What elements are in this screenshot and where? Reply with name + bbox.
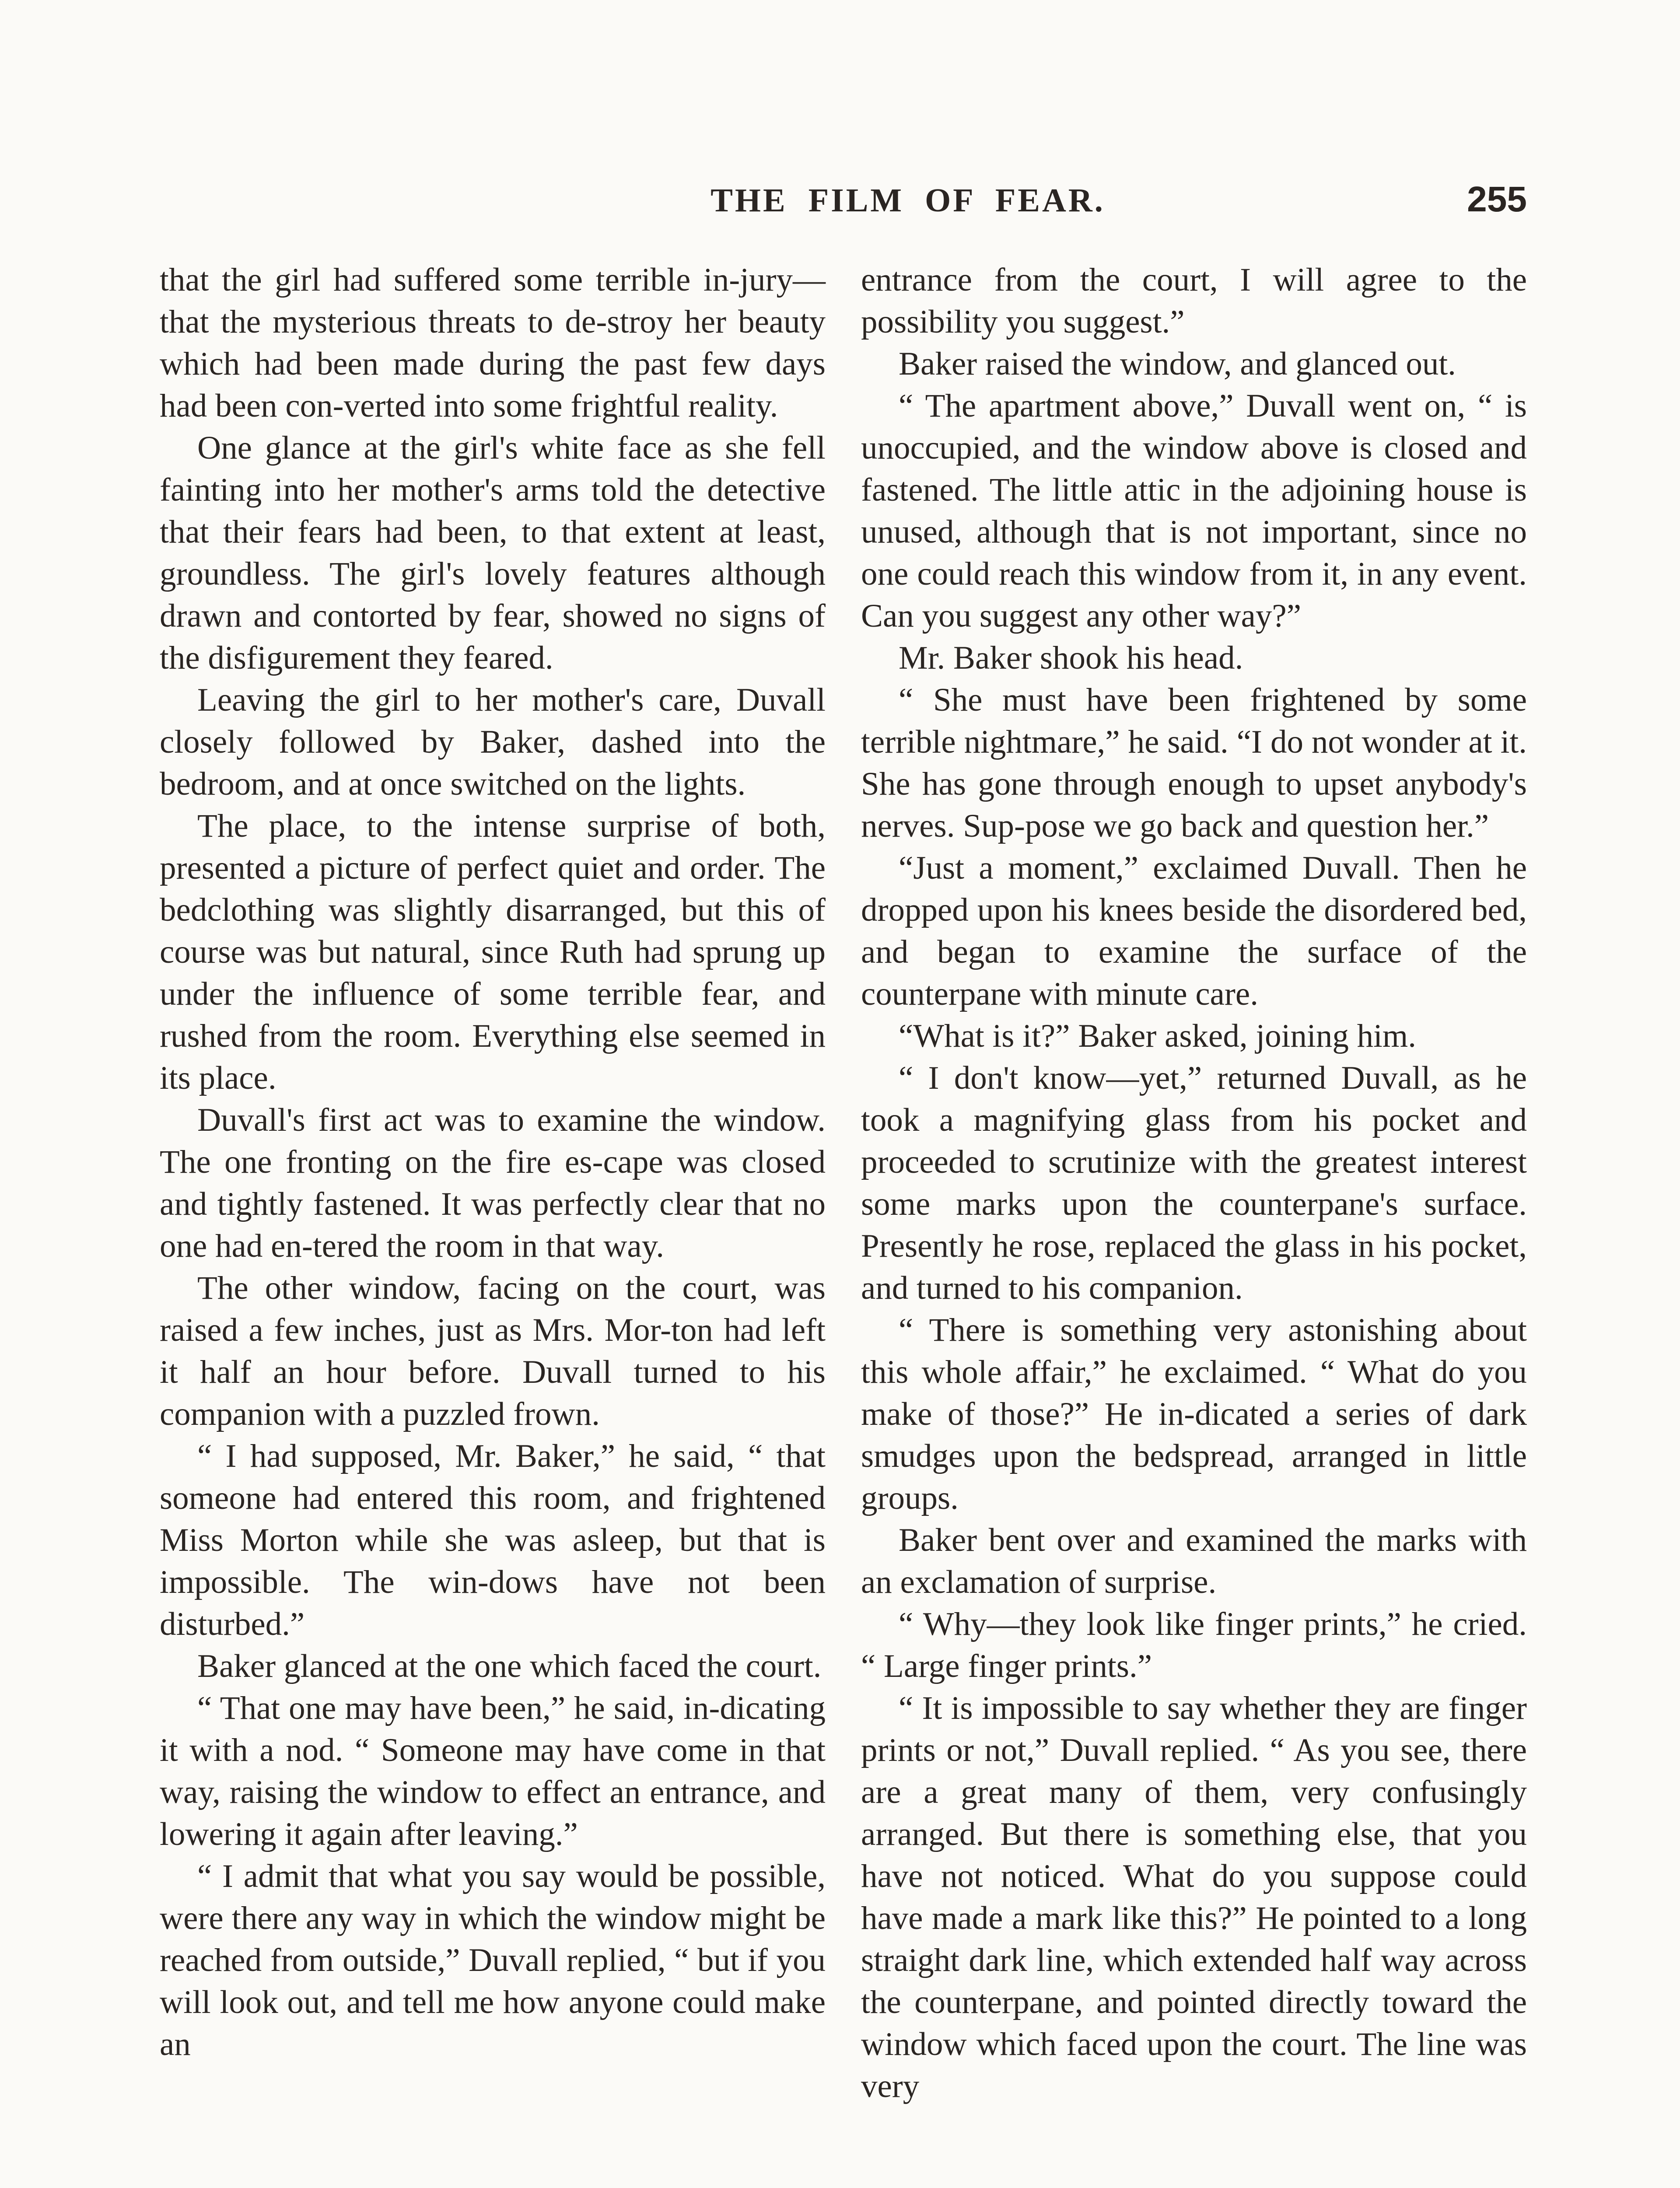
paragraph: Baker bent over and examined the marks with an exclamation of surprise. xyxy=(861,1522,1527,1600)
paragraph: “ That one may have been,” he said, in-dicating it with a nod. “ Someone may have come in that way, raising the window to effect an entrance, and lowering it again after leaving.” xyxy=(160,1690,826,1852)
text-column-left xyxy=(160,259,826,2065)
paragraph: “ I don't know—yet,” returned Duvall, as he took a magnifying glass from his pocket and proceeded to scrutinize with the greatest interest some marks upon the counterpane's surface. Presently he rose, replaced the glass in his pocket, and turned to his companion. xyxy=(861,1060,1527,1306)
paragraph: entrance from the court, I will agree to the possibility you suggest.” xyxy=(861,262,1527,340)
page-number: 255 xyxy=(1467,179,1527,219)
paragraph: The other window, facing on the court, was raised a few inches, just as Mrs. Mor-ton had left it half an hour before. Duvall turned to his companion with a puzzled frown. xyxy=(160,1270,826,1432)
running-title: THE FILM OF FEAR. xyxy=(710,182,1105,219)
paragraph: Baker glanced at the one which faced the court. xyxy=(197,1648,822,1684)
paragraph: One glance at the girl's white face as she fell fainting into her mother's arms told the detective that their fears had been, to that extent at least, groundless. The girl's lovely features although drawn and contorted by fear, showed no signs of the disfigurement they feared. xyxy=(160,430,826,676)
paragraph: “ I had supposed, Mr. Baker,” he said, “ that someone had entered this room, and frightened Miss Morton while she was asleep, but that is impossible. The win-dows have not been disturbed.” xyxy=(160,1438,826,1642)
paragraph: The place, to the intense surprise of both, presented a picture of perfect quiet and order. The bedclothing was slightly disarranged, but this of course was but natural, since Ruth had sprung up under the influence of some terrible fear, and rushed from the room. Everything else seemed in its place. xyxy=(160,808,826,1096)
paragraph: Leaving the girl to her mother's care, Duvall closely followed by Baker, dashed into the bedroom, and at once switched on the lights. xyxy=(160,682,826,802)
paragraph: Duvall's first act was to examine the window. The one fronting on the fire es-cape was closed and tightly fastened. It was perfectly clear that no one had en-tered the room in that way. xyxy=(160,1102,826,1264)
text-column-right xyxy=(861,259,1527,2107)
paragraph: “ There is something very astonishing about this whole affair,” he exclaimed. “ What do you make of those?” He in-dicated a series of dark smudges upon the bedspread, arranged in little groups. xyxy=(861,1312,1527,1516)
paragraph: that the girl had suffered some terrible in-jury—that the mysterious threats to de-stroy her beauty which had been made during the past few days had been con-verted into some frightful reality. xyxy=(160,262,826,424)
paragraph: Mr. Baker shook his head. xyxy=(899,640,1243,676)
paragraph: “ The apartment above,” Duvall went on, “ is unoccupied, and the window above is closed and fastened. The little attic in the adjoining house is unused, although that is not important, since no one could reach this window from it, in any event. Can you suggest any other way?” xyxy=(861,388,1527,634)
paragraph: “ It is impossible to say whether they are finger prints or not,” Duvall replied. “ As you see, there are a great many of them, very confusingly arranged. But there is something else, that you have not noticed. What do you suppose could have made a mark like this?” He pointed to a long straight dark line, which extended half way across the counterpane, and pointed directly toward the window which faced upon the court. The line was very xyxy=(861,1690,1527,2104)
paragraph: “ She must have been frightened by some terrible nightmare,” he said. “I do not wonder at it. She has gone through enough to upset anybody's nerves. Sup-pose we go back and question her.” xyxy=(861,682,1527,844)
paragraph: “What is it?” Baker asked, joining him. xyxy=(899,1018,1417,1054)
paragraph: “ Why—they look like finger prints,” he cried. “ Large finger prints.” xyxy=(861,1606,1527,1684)
paragraph: “ I admit that what you say would be possible, were there any way in which the window might be reached from outside,” Duvall replied, “ but if you will look out, and tell me how anyone could make an xyxy=(160,1858,826,2062)
paragraph: “Just a moment,” exclaimed Duvall. Then he dropped upon his knees beside the disordered bed, and began to examine the surface of the counterpane with minute care. xyxy=(861,850,1527,1012)
page-header xyxy=(158,179,1527,230)
paragraph: Baker raised the window, and glanced out. xyxy=(899,346,1456,382)
